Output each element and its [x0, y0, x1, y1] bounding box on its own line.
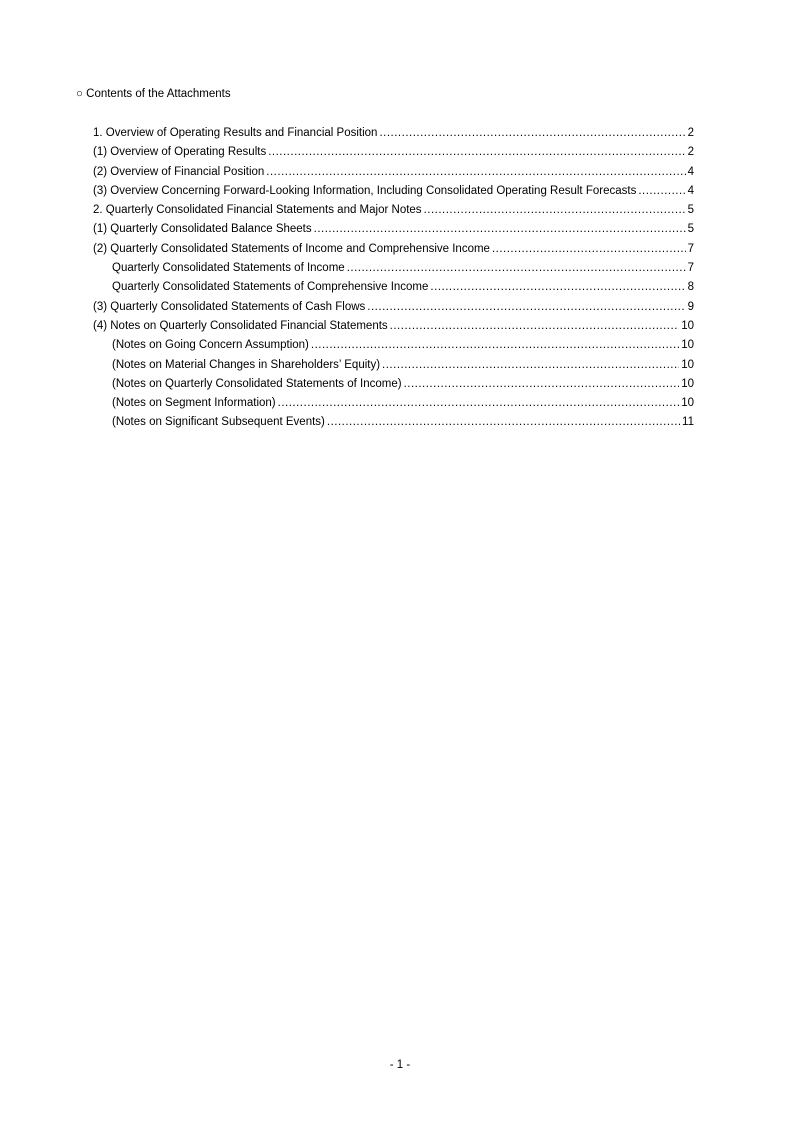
- toc-entry: [93, 165, 694, 184]
- toc-entry: [93, 261, 694, 280]
- toc-entry: [93, 338, 694, 357]
- toc-entry: [93, 222, 694, 241]
- toc-entry-title: Quarterly Consolidated Statements of Income: [112, 262, 345, 275]
- toc-entry-page: 7: [687, 262, 694, 275]
- toc-entry-title: (Notes on Going Concern Assumption): [112, 339, 309, 352]
- toc-dot-leader: [347, 261, 686, 276]
- toc-entry-page: 10: [681, 358, 694, 371]
- toc-entry-page: 8: [687, 281, 694, 294]
- toc-entry: [93, 203, 694, 222]
- toc-entry-page: 2: [687, 127, 694, 139]
- toc-dot-leader: [638, 184, 685, 199]
- toc-entry-page: 4: [687, 184, 694, 197]
- toc-entry: [93, 300, 694, 319]
- toc-entry-title: (2) Overview of Financial Position: [93, 165, 265, 178]
- toc-dot-leader: [311, 338, 679, 353]
- toc-entry-title: 2. Quarterly Consolidated Financial Statements and Major Notes: [93, 204, 422, 217]
- toc-entry-page: 10: [681, 319, 694, 332]
- toc-entry-page: 10: [681, 339, 694, 352]
- toc-entry-title: (4) Notes on Quarterly Consolidated Financial Statements: [93, 319, 388, 332]
- page-number: - 1 -: [389, 1059, 411, 1071]
- toc-dot-leader: [327, 415, 680, 430]
- toc-entry: [93, 358, 694, 377]
- toc-entry-title: 1. Overview of Operating Results and Financial Position: [93, 127, 378, 139]
- toc-entry-page: 10: [681, 397, 694, 410]
- toc-dot-leader: [404, 377, 680, 392]
- toc-dot-leader: [390, 319, 680, 334]
- toc-entry-title: (1) Quarterly Consolidated Balance Sheets: [93, 223, 312, 236]
- toc-entry: [93, 184, 694, 203]
- toc-entry: [93, 415, 694, 434]
- toc-entry-title: Quarterly Consolidated Statements of Comprehensive Income: [112, 281, 429, 294]
- toc-dot-leader: [268, 145, 685, 160]
- toc-dot-leader: [379, 126, 685, 141]
- toc-entry-page: 2: [687, 146, 694, 159]
- toc-entry-title: (1) Overview of Operating Results: [93, 146, 267, 159]
- toc-dot-leader: [424, 203, 686, 218]
- toc-dot-leader: [278, 396, 680, 411]
- toc-entry: [93, 242, 694, 261]
- toc-entry-page: 5: [687, 204, 694, 217]
- toc-entry-page: 11: [682, 416, 694, 429]
- toc-entry-title: (Notes on Significant Subsequent Events): [112, 416, 325, 429]
- toc-entry: [93, 396, 694, 415]
- toc-dot-leader: [430, 280, 685, 295]
- toc-entry-title: (3) Quarterly Consolidated Statements of Cash Flows: [93, 300, 366, 313]
- toc-entry-page: 5: [687, 223, 694, 236]
- toc-entry-title: (Notes on Quarterly Consolidated Statements of Income): [112, 377, 402, 390]
- toc-dot-leader: [492, 242, 686, 257]
- toc-entry-title: (Notes on Segment Information): [112, 397, 276, 410]
- toc-dot-leader: [382, 358, 679, 373]
- toc-entry: [93, 319, 694, 338]
- toc-entry: [93, 145, 694, 164]
- toc-entry-page: 4: [687, 165, 694, 178]
- toc-entry: [93, 377, 694, 396]
- toc-entry: [93, 126, 694, 145]
- page-title: ○ Contents of the Attachments: [76, 88, 231, 100]
- toc-entry-page: 9: [687, 300, 694, 313]
- toc-entry: [93, 280, 694, 299]
- table-of-contents: [93, 126, 694, 435]
- toc-entry-page: 7: [687, 242, 694, 255]
- toc-entry-page: 10: [681, 377, 694, 390]
- toc-dot-leader: [314, 222, 686, 237]
- toc-entry-title: (2) Quarterly Consolidated Statements of Income and Comprehensive Income: [93, 242, 490, 255]
- toc-dot-leader: [367, 300, 685, 315]
- toc-entry-title: (Notes on Material Changes in Shareholders’ Equity): [112, 358, 381, 371]
- toc-dot-leader: [266, 165, 685, 180]
- toc-entry-title: (3) Overview Concerning Forward-Looking Information, Including Consolidated Operating Result Forecasts: [93, 184, 637, 197]
